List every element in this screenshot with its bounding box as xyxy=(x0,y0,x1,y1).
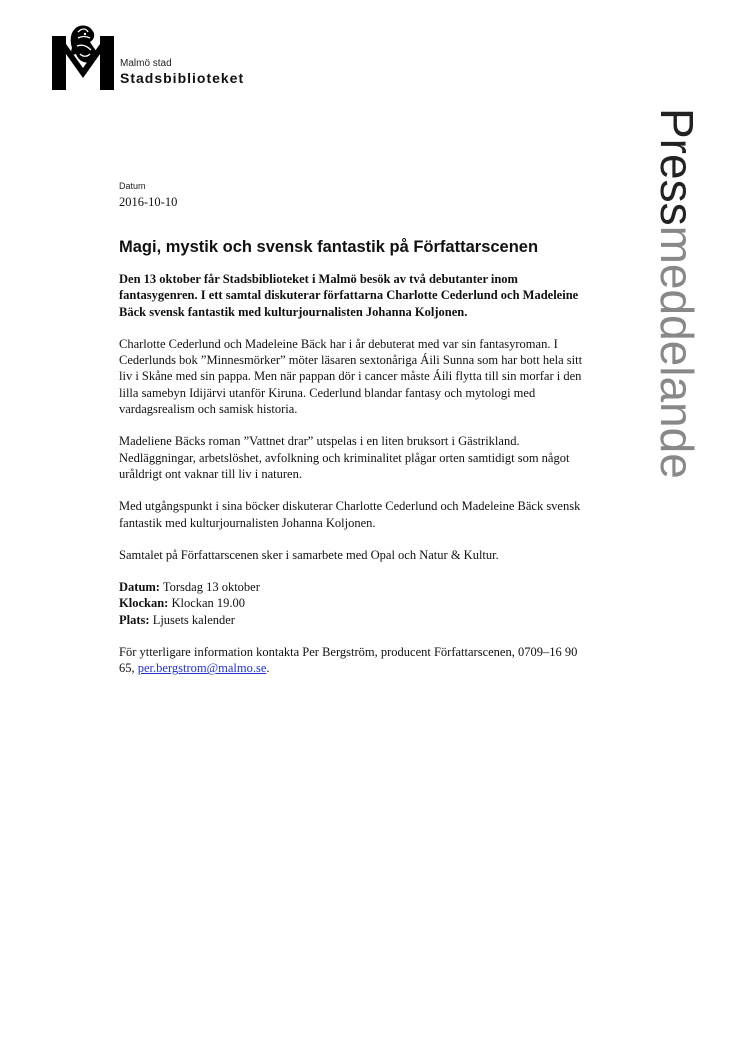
pressmeddelande-vertical-label xyxy=(651,108,703,479)
vertical-label-press: Press xyxy=(651,108,703,226)
event-time-value: Klockan 19.00 xyxy=(171,596,246,611)
date-value: 2016-10-10 xyxy=(119,195,178,209)
org-city: Malmö stad xyxy=(120,58,172,69)
body-paragraph: Madeliene Bäcks roman ”Vattnet drar” utspelas i en liten bruksort i Gästrikland. Nedläggningar, arbetslöshet, avfolkning och kriminalitet plågar orten samtidigt som något uråldrigt ont vaknar till liv i naturen. xyxy=(119,434,570,481)
event-details xyxy=(119,579,589,628)
contact-paragraph xyxy=(119,644,589,677)
contact-end: . xyxy=(266,661,270,676)
event-date-row xyxy=(119,579,589,595)
lead-paragraph: Den 13 oktober får Stadsbiblioteket i Malmö besök av två debutanter inom fantasygenren. I ett samtal diskuterar författarna Charlotte Cederlund och Madeleine Bäck svensk fantastik med kulturjournalisten Johanna Koljonen. xyxy=(119,272,579,319)
contact-email-link[interactable]: per.bergstrom@malmo.se xyxy=(137,661,267,676)
document-title: Magi, mystik och svensk fantastik på Författarscenen xyxy=(119,238,539,256)
event-time-row xyxy=(119,595,589,611)
event-place-key: Plats: xyxy=(119,612,150,627)
organization-block xyxy=(120,58,244,86)
event-date-key: Datum: xyxy=(119,580,160,595)
event-place-row xyxy=(119,612,589,628)
event-date-value: Torsdag 13 oktober xyxy=(162,580,260,595)
document-body xyxy=(119,181,589,677)
event-time-key: Klockan: xyxy=(119,596,169,611)
body-paragraph: Charlotte Cederlund och Madeleine Bäck har i år debuterat med var sin fantasyroman. I Cederlunds bok ”Minnesmörker” möter läsaren sextonåriga Áili Sunna som har bott hela sitt liv i Skåne med sin pappa. Men när pappan dör i cancer måste Áili flytta till sin morfar i den lilla samebyn Idijärvi utanför Kiruna. Cederlund blandar fantasy och mytologi med vardagsrealism och samisk historia. xyxy=(119,336,583,417)
malmo-griffin-logo xyxy=(52,24,114,90)
org-name: Stadsbiblioteket xyxy=(120,70,245,86)
contact-text: För ytterligare information kontakta Per Bergström, producent Författarscenen, 0709–16 90 65, xyxy=(119,645,578,676)
body-paragraph: Samtalet på Författarscenen sker i samarbete med Opal och Natur & Kultur. xyxy=(119,547,499,562)
body-paragraph: Med utgångspunkt i sina böcker diskuterar Charlotte Cederlund och Madeleine Bäck svensk fantastik med kulturjournalisten Johanna Koljonen. xyxy=(119,499,581,530)
vertical-label-meddelande: meddelande xyxy=(651,225,703,479)
date-label: Datum xyxy=(119,181,146,191)
event-place-value: Ljusets kalender xyxy=(152,612,235,627)
